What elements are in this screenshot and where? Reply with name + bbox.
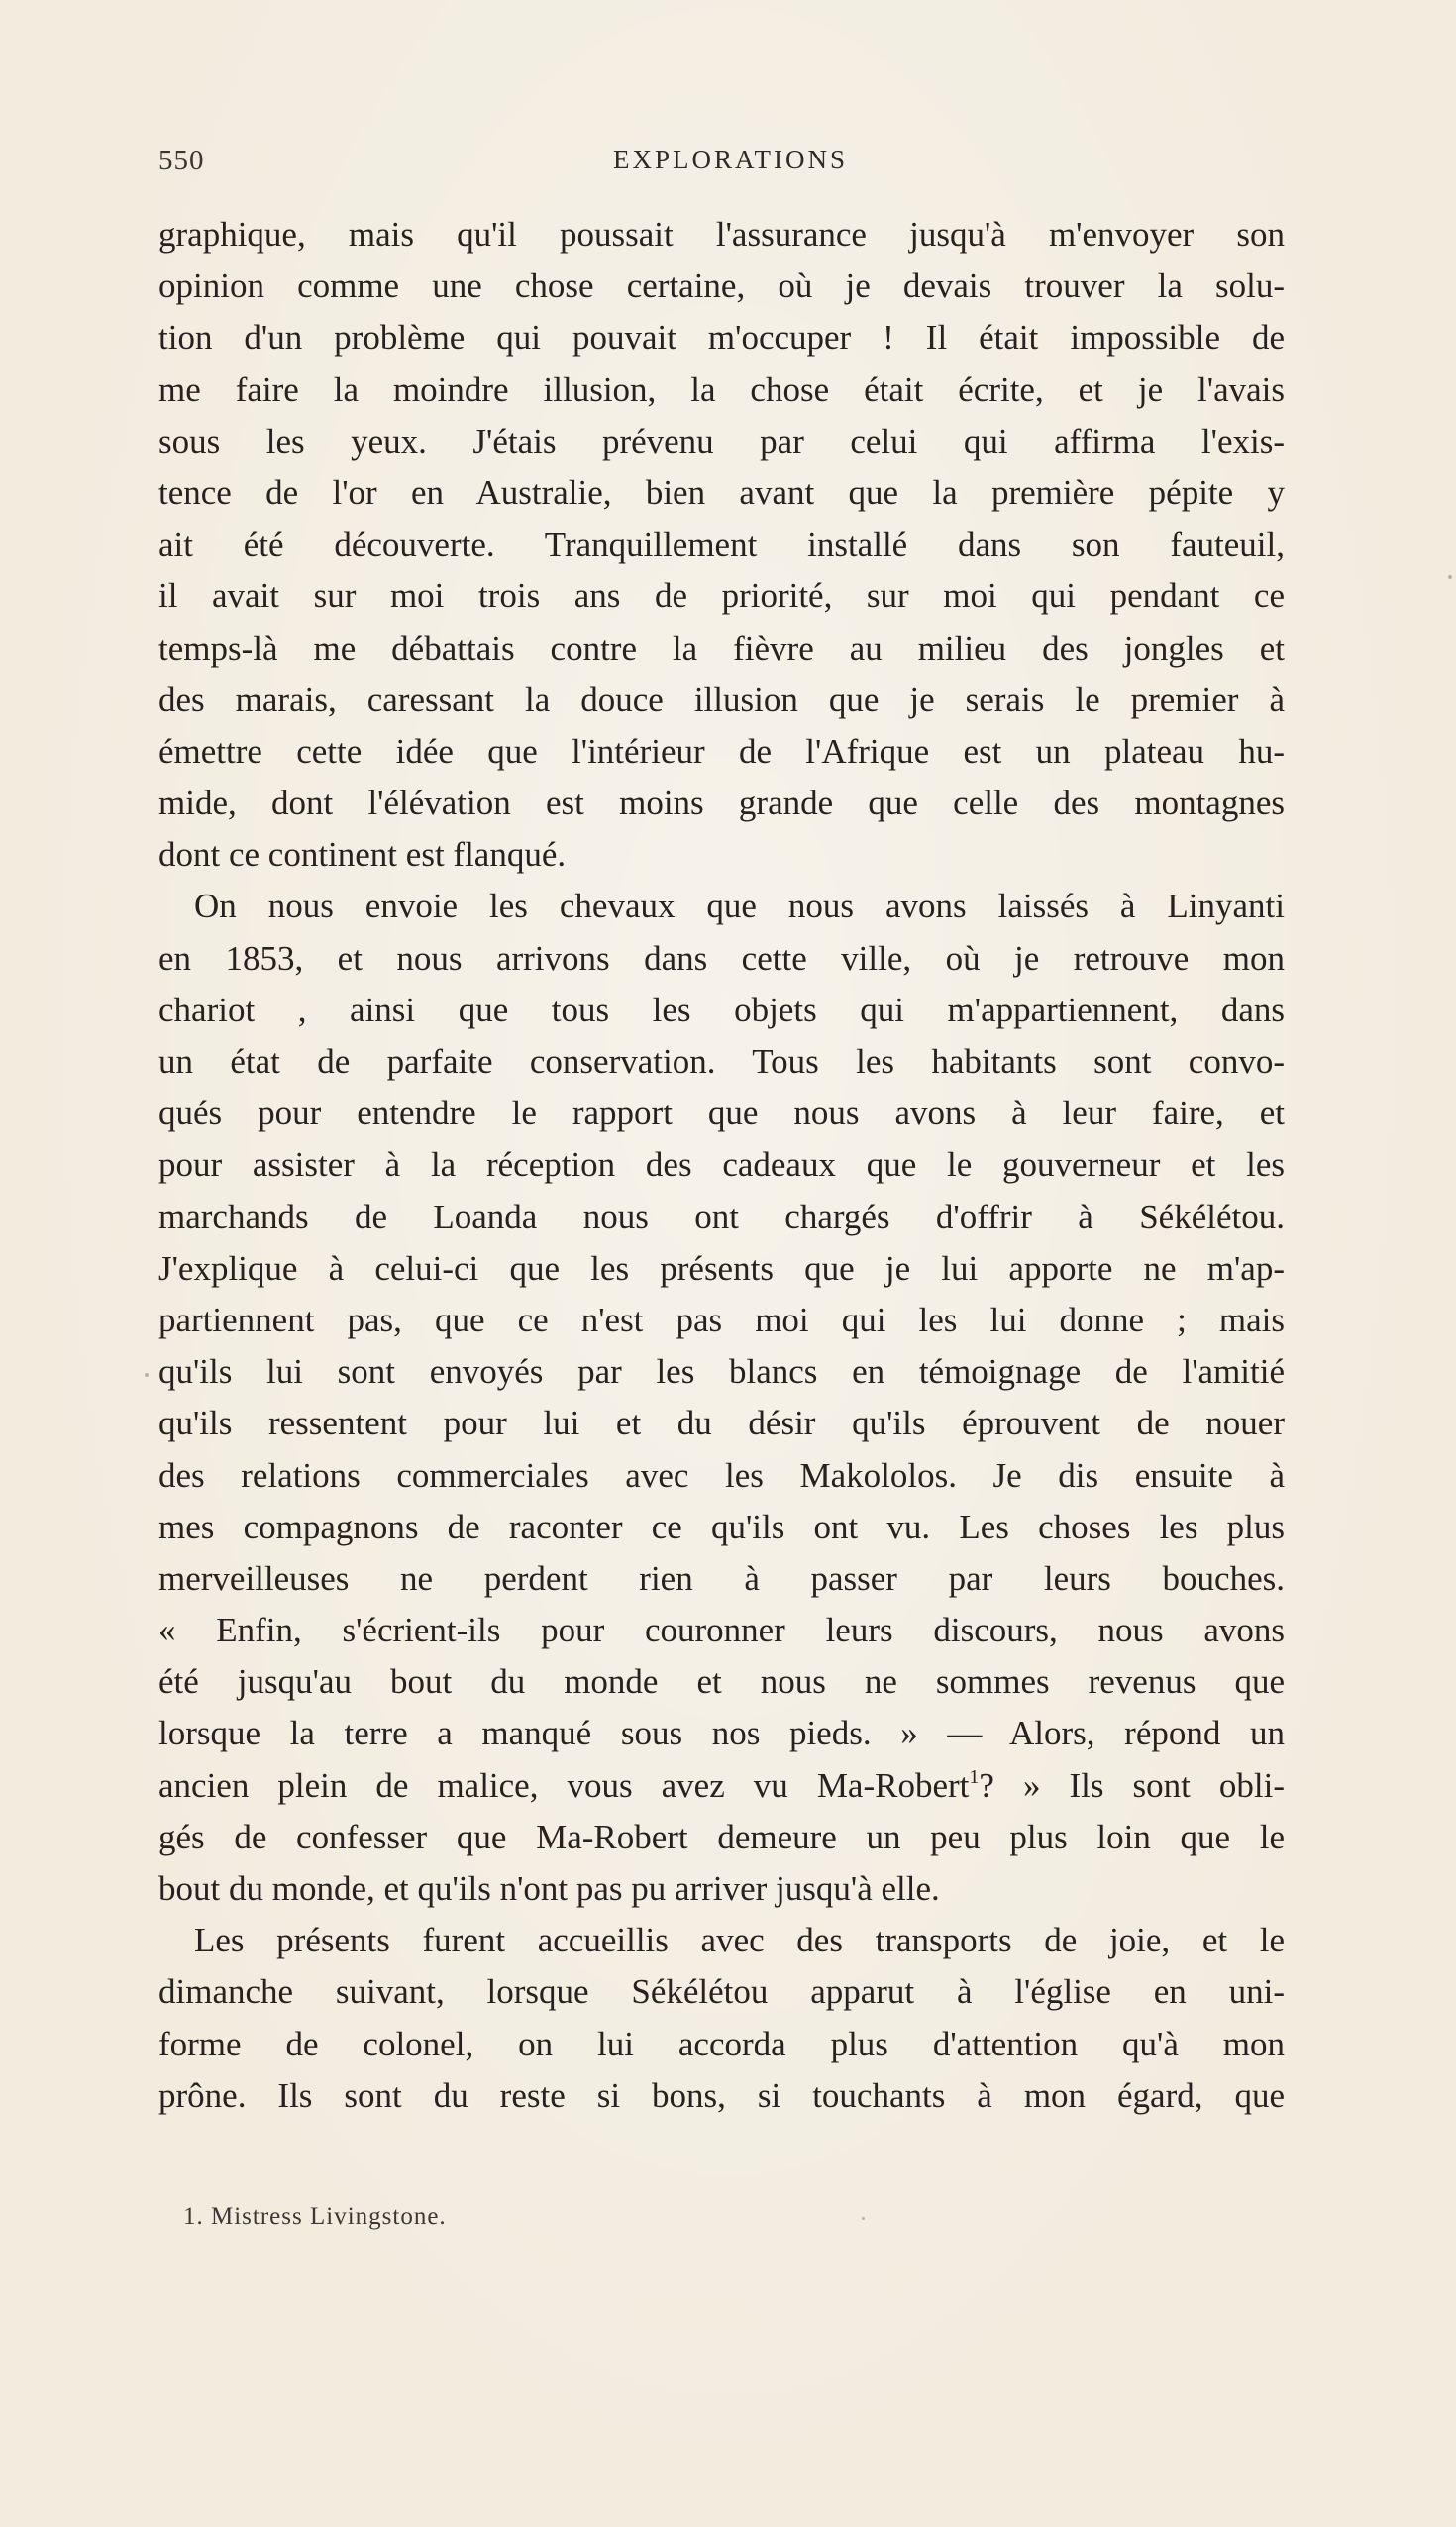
text-fragment: ? » Ils sont obli- xyxy=(979,1765,1285,1805)
text-line: tion d'un problème qui pouvait m'occuper ! Il était impossible de xyxy=(158,318,1285,358)
text-line: mide, dont l'élévation est moins grande que celle des montagnes xyxy=(158,784,1285,823)
text-line: partiennent pas, que ce n'est pas moi qui les lui donne ; mais xyxy=(158,1300,1285,1339)
paper-speck xyxy=(145,1373,149,1377)
page-header xyxy=(158,145,1302,184)
text-line: qués pour entendre le rapport que nous avons à leur faire, et xyxy=(158,1094,1285,1133)
text-line: tence de l'or en Australie, bien avant que la première pépite y xyxy=(158,473,1285,512)
footnote-reference[interactable]: 1 xyxy=(969,1765,980,1788)
text-line: me faire la moindre illusion, la chose était écrite, et je l'avais xyxy=(158,369,1285,409)
text-line: On nous envoie les chevaux que nous avons laissés à Linyanti xyxy=(194,887,1285,926)
text-line: lorsque la terre a manqué sous nos pieds. » — Alors, répond un xyxy=(158,1714,1285,1753)
paper-speck xyxy=(1448,575,1452,579)
text-line: pour assister à la réception des cadeaux que le gouverneur et les xyxy=(158,1145,1285,1185)
text-line: « Enfin, s'écrient-ils pour couronner leurs discours, nous avons xyxy=(158,1611,1285,1650)
text-line: émettre cette idée que l'intérieur de l'Afrique est un plateau hu- xyxy=(158,731,1285,771)
text-line: opinion comme une chose certaine, où je devais trouver la solu- xyxy=(158,266,1285,306)
paragraph-3 xyxy=(158,1915,1285,2122)
text-line: gés de confesser que Ma-Robert demeure un peu plus loin que le xyxy=(158,1817,1285,1856)
text-line: Les présents furent accueillis avec des transports de joie, et le xyxy=(194,1921,1285,1960)
text-line: des relations commerciales avec les Makololos. Je dis ensuite à xyxy=(158,1455,1285,1495)
text-line: mes compagnons de raconter ce qu'ils ont vu. Les choses les plus xyxy=(158,1507,1285,1546)
text-line: été jusqu'au bout du monde et nous ne sommes revenus que xyxy=(158,1662,1285,1702)
body-text xyxy=(158,209,1285,2122)
page-number: 550 xyxy=(158,145,205,176)
text-line: des marais, caressant la douce illusion que je serais le premier à xyxy=(158,680,1285,719)
paper-speck xyxy=(862,2217,865,2220)
text-line: ait été découverte. Tranquillement installé dans son fauteuil, xyxy=(158,525,1285,565)
text-line: il avait sur moi trois ans de priorité, sur moi qui pendant ce xyxy=(158,577,1285,616)
paragraph-1 xyxy=(158,209,1285,881)
text-line-with-footnote-ref xyxy=(158,1760,1285,1812)
text-fragment: ancien plein de malice, vous avez vu Ma-Robert xyxy=(158,1765,970,1805)
text-line: un état de parfaite conservation. Tous les habitants sont convo- xyxy=(158,1042,1285,1081)
text-line: sous les yeux. J'étais prévenu par celui qui affirma l'exis- xyxy=(158,421,1285,461)
text-line: bout du monde, et qu'ils n'ont pas pu arriver jusqu'à elle. xyxy=(158,1869,940,1908)
text-line: marchands de Loanda nous ont chargés d'offrir à Sékélétou. xyxy=(158,1197,1285,1236)
text-line: dont ce continent est flanqué. xyxy=(158,835,567,875)
text-line: qu'ils lui sont envoyés par les blancs en témoignage de l'amitié xyxy=(158,1352,1285,1392)
text-line: merveilleuses ne perdent rien à passer par leurs bouches. xyxy=(158,1558,1285,1598)
text-line: graphique, mais qu'il poussait l'assurance jusqu'à m'envoyer son xyxy=(158,215,1285,254)
text-line: forme de colonel, on lui accorda plus d'attention qu'à mon xyxy=(158,2024,1285,2063)
running-title: EXPLORATIONS xyxy=(612,145,848,174)
text-line: temps-là me débattais contre la fièvre au milieu des jongles et xyxy=(158,628,1285,668)
text-line: en 1853, et nous arrivons dans cette ville, où je retrouve mon xyxy=(158,938,1285,978)
text-line: J'explique à celui-ci que les présents que je lui apporte ne m'ap- xyxy=(158,1248,1285,1288)
text-line: prône. Ils sont du reste si bons, si touchants à mon égard, que xyxy=(158,2075,1285,2115)
text-line: qu'ils ressentent pour lui et du désir qu'ils éprouvent de nouer xyxy=(158,1404,1285,1443)
text-line: dimanche suivant, lorsque Sékélétou apparut à l'église en uni- xyxy=(158,1972,1285,2012)
footnote: 1. Mistress Livingstone. xyxy=(183,2203,447,2230)
text-line: chariot , ainsi que tous les objets qui m'appartiennent, dans xyxy=(158,990,1285,1029)
paragraph-2 xyxy=(158,881,1285,1915)
